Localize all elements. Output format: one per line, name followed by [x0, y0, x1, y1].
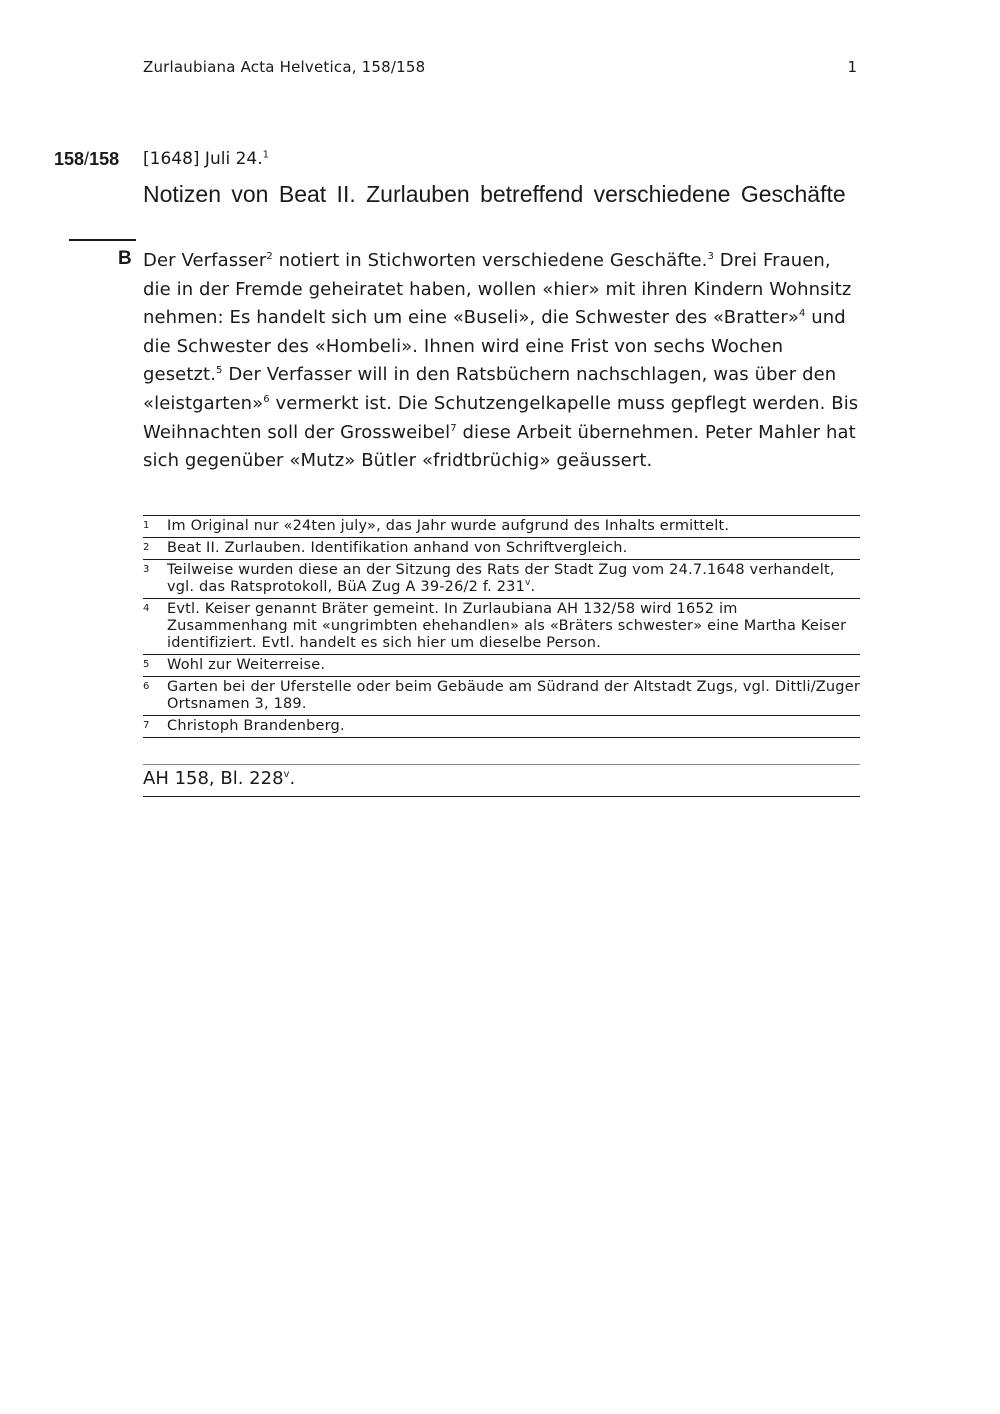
- footnote-reference: 4: [798, 308, 806, 320]
- source-text: AH 158, Bl. 228: [143, 768, 284, 789]
- summary-text: diese Arbeit übernehmen. Peter Mahler hat sich gegenüber «Mutz» Bütler «fridtbrüchig» geäussert.: [143, 421, 856, 472]
- summary-text: und die Schwester des «Hombeli». Ihnen wird eine Frist von sechs Wochen gesetzt.: [143, 307, 846, 386]
- document-number-separator: /: [84, 149, 90, 169]
- footnote-number: 2: [143, 542, 150, 553]
- footnote-number: 5: [143, 659, 150, 670]
- footnote-reference: 1: [262, 149, 269, 161]
- footnote: [143, 516, 860, 538]
- footnote-text: Im Original nur «24ten july», das Jahr wurde aufgrund des Inhalts ermittelt.: [167, 518, 730, 534]
- footnote-text: Evtl. Keiser genannt Bräter gemeint. In Zurlaubiana AH 132/58 wird 1652 im Zusammenhang mit «ungrimbten ehehandlen» als «Bräters schwester» eine Martha Keiser identifiziert. Evtl. handelt es sich hier um dieselbe Person.: [167, 601, 847, 651]
- page-number: 1: [847, 58, 857, 76]
- footnote-number: 6: [143, 681, 150, 692]
- document-number-part: 158: [89, 149, 120, 169]
- document-title: Notizen von Beat II. Zurlauben betreffend verschiedene Geschäfte: [143, 181, 846, 207]
- footnote-text: Teilweise wurden diese an der Sitzung des Rats der Stadt Zug vom 24.7.1648 verhandelt, vgl. das Ratsprotokoll, BüA Zug A 39-26/2 f. 231: [167, 562, 835, 595]
- footnote: [143, 599, 860, 655]
- section-rule: [69, 239, 136, 241]
- footnote-text-wrapper: [167, 562, 835, 595]
- section-letter: B: [118, 248, 132, 269]
- footnote-number: 3: [143, 564, 150, 575]
- footnote-text: Wohl zur Weiterreise.: [167, 657, 326, 673]
- footnote: [143, 538, 860, 560]
- footnote: [143, 677, 860, 716]
- footnote-reference: 6: [263, 393, 270, 405]
- footnote: [143, 560, 860, 599]
- footnote-number: 7: [143, 720, 150, 731]
- footnote-text: Garten bei der Uferstelle oder beim Gebäude am Südrand der Altstadt Zugs, vgl. Dittli/Zuger Ortsnamen 3, 189.: [167, 679, 860, 712]
- footnote-number: 1: [143, 520, 150, 531]
- footnote-list: [143, 515, 860, 738]
- footnote-text: Christoph Brandenberg.: [167, 718, 345, 734]
- footnote-text: Beat II. Zurlauben. Identifikation anhand von Schriftvergleich.: [167, 540, 628, 556]
- source-text-tail: .: [289, 768, 296, 789]
- summary-paragraph: [143, 247, 863, 476]
- footnote: [143, 716, 860, 738]
- footnote-reference: 7: [450, 422, 457, 434]
- summary-text: notiert in Stichworten verschiedene Geschäfte.: [272, 250, 708, 271]
- summary-text: Der Verfasser: [143, 250, 267, 271]
- document-number: [54, 149, 119, 170]
- folio-verso-mark: v: [283, 769, 290, 780]
- document-number-part: 158: [54, 149, 85, 169]
- document-date-text: [1648] Juli 24.: [143, 149, 263, 169]
- footnote-reference: 3: [707, 251, 714, 262]
- summary-text: Der Verfasser will in den Ratsbüchern nachschlagen, was über den «leistgarten»: [143, 364, 837, 414]
- footnote-reference: 5: [216, 365, 223, 377]
- source-reference: [143, 764, 860, 797]
- footnote-number: 4: [143, 603, 150, 614]
- running-header: [143, 58, 857, 80]
- footnote-text-tail: .: [530, 579, 536, 595]
- summary-text: vermerkt ist. Die Schutzengelkapelle muss gepflegt werden. Bis Weihnachten soll der Grossweibel: [143, 392, 859, 443]
- folio-verso-mark: v: [525, 578, 531, 589]
- footnote-reference: 2: [266, 251, 273, 262]
- document-date: [143, 149, 269, 169]
- summary-text: Drei Frauen, die in der Fremde geheiratet haben, wollen «hier» mit ihren Kindern Wohnsitz nehmen: Es handelt sich um eine «Buseli», die Schwester des «Bratter»: [143, 250, 852, 329]
- footnote: [143, 655, 860, 677]
- running-title: Zurlaubiana Acta Helvetica, 158/158: [143, 58, 426, 76]
